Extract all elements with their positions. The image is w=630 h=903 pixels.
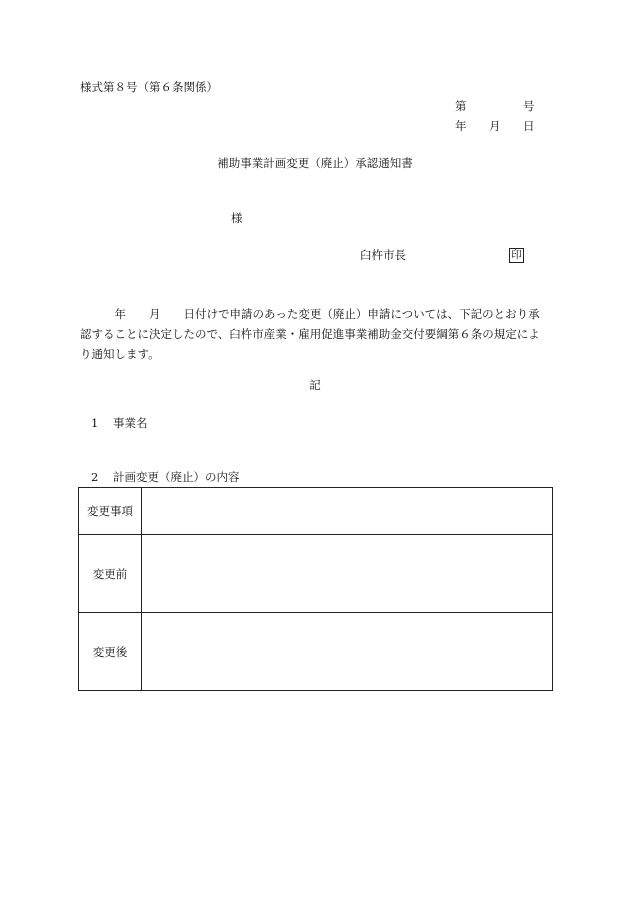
date-month-label: 月 <box>489 119 501 133</box>
item-label: 事業名 <box>113 416 148 430</box>
notice-body-line: 認することに決定したので、臼杵市産業・雇用促進事業補助金交付要綱第６条の規定によ <box>80 327 540 341</box>
issuer-name: 臼杵市長 <box>360 248 406 262</box>
document-number-suffix: 号 <box>523 99 535 113</box>
document-title: 補助事業計画変更（廃止）承認通知書 <box>217 156 413 170</box>
table-row <box>79 535 553 613</box>
notice-body <box>80 304 554 364</box>
table-row <box>79 613 553 691</box>
document-number-prefix: 第 <box>455 99 467 113</box>
seal-mark: 印 <box>509 248 524 263</box>
item-number: 1 <box>91 416 99 430</box>
row-value <box>142 613 553 691</box>
item-number: 2 <box>91 470 99 484</box>
item-label: 計画変更（廃止）の内容 <box>113 470 240 484</box>
row-label: 変更事項 <box>79 488 142 535</box>
table-row <box>79 488 553 535</box>
item-plan-change <box>91 472 240 484</box>
notice-body-line: り通知します。 <box>80 347 160 361</box>
item-project-name <box>91 418 148 430</box>
row-label: 変更前 <box>79 535 142 613</box>
notice-body-line: 年 月 日付けで申請のあった変更（廃止）申請については、下記のとおり承 <box>80 307 540 321</box>
row-value <box>142 488 553 535</box>
row-value <box>142 535 553 613</box>
change-details-table <box>78 487 553 691</box>
recipient-honorific: 様 <box>231 211 243 225</box>
form-number: 様式第８号（第６条関係） <box>80 80 218 94</box>
date-day-label: 日 <box>523 119 535 133</box>
ki-heading: 記 <box>309 378 321 392</box>
date-year-label: 年 <box>455 119 467 133</box>
row-label: 変更後 <box>79 613 142 691</box>
